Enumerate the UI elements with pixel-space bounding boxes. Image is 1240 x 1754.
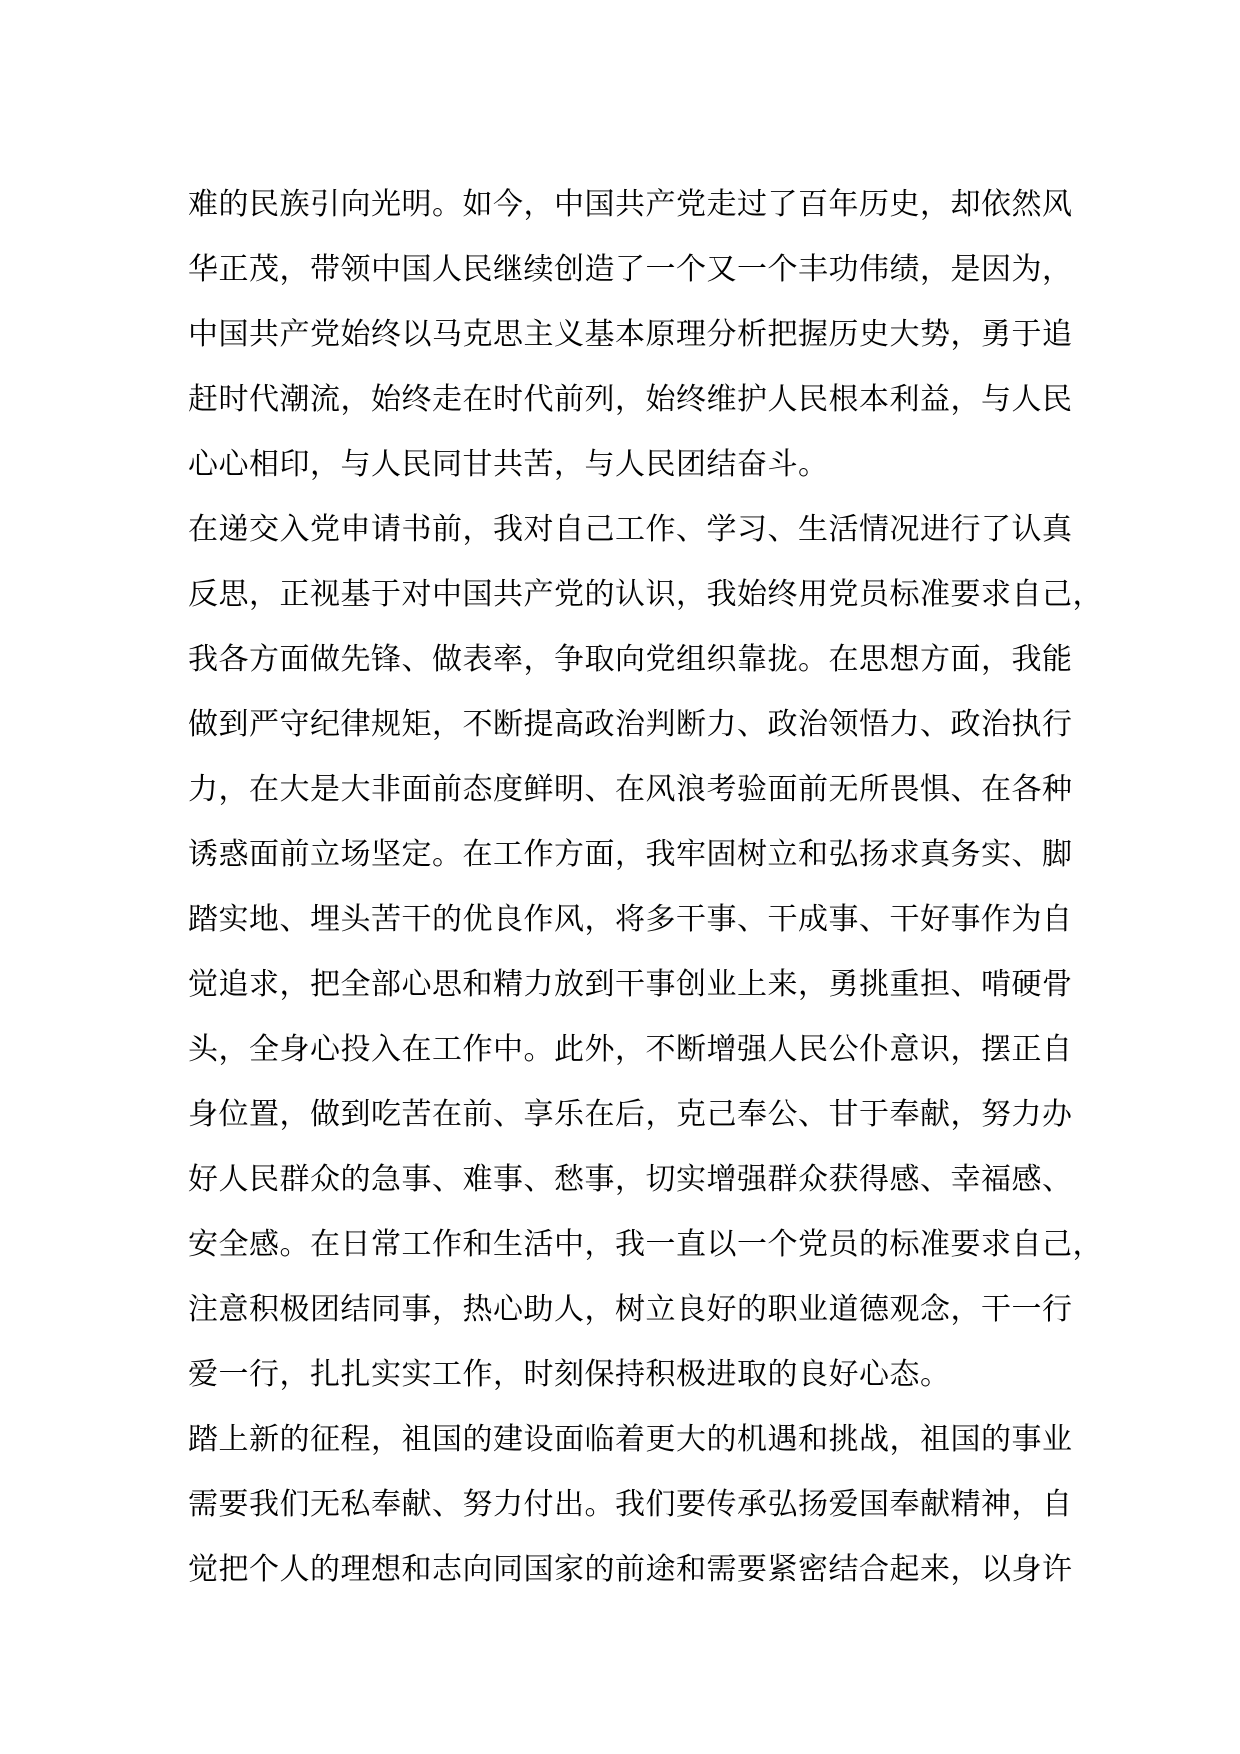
text-line: 好人民群众的急事、难事、愁事，切实增强群众获得感、幸福感、 <box>188 1162 1073 1197</box>
text-line: 注意积极团结同事，热心助人，树立良好的职业道德观念，干一行 <box>188 1292 1073 1327</box>
text-line: 身位置，做到吃苦在前、享乐在后，克己奉公、甘于奉献，努力办 <box>188 1097 1073 1132</box>
text-line: 爱一行，扎扎实实工作，时刻保持积极进取的良好心态。 <box>188 1357 951 1392</box>
text-line: 踏实地、埋头苦干的优良作风，将多干事、干成事、干好事作为自 <box>188 902 1073 937</box>
text-line: 头，全身心投入在工作中。此外，不断增强人民公仆意识，摆正自 <box>188 1032 1073 1067</box>
text-line: 在递交入党申请书前，我对自己工作、学习、生活情况进行了认真 <box>188 512 1073 547</box>
text-line: 难的民族引向光明。如今，中国共产党走过了百年历史，却依然风 <box>188 187 1073 222</box>
text-line: 踏上新的征程，祖国的建设面临着更大的机遇和挑战，祖国的事业 <box>188 1422 1073 1457</box>
paragraph-2 <box>188 497 1103 1407</box>
text-line: 赶时代潮流，始终走在时代前列，始终维护人民根本利益，与人民 <box>188 382 1073 417</box>
text-line: 觉追求，把全部心思和精力放到干事创业上来，勇挑重担、啃硬骨 <box>188 967 1073 1002</box>
paragraph-1 <box>188 172 1088 497</box>
paragraph-3 <box>188 1407 1088 1602</box>
text-line: 安全感。在日常工作和生活中，我一直以一个党员的标准要求自己， <box>188 1227 1103 1262</box>
text-line: 反思，正视基于对中国共产党的认识，我始终用党员标准要求自己， <box>188 577 1103 612</box>
text-line: 觉把个人的理想和志向同国家的前途和需要紧密结合起来，以身许 <box>188 1552 1073 1587</box>
text-line: 心心相印，与人民同甘共苦，与人民团结奋斗。 <box>188 447 829 482</box>
text-line: 我各方面做先锋、做表率，争取向党组织靠拢。在思想方面，我能 <box>188 642 1073 677</box>
text-line: 中国共产党始终以马克思主义基本原理分析把握历史大势，勇于追 <box>188 317 1073 352</box>
text-line: 做到严守纪律规矩，不断提高政治判断力、政治领悟力、政治执行 <box>188 707 1073 742</box>
document-body <box>188 172 1103 1602</box>
text-line: 华正茂，带领中国人民继续创造了一个又一个丰功伟绩，是因为， <box>188 252 1073 287</box>
text-line: 诱惑面前立场坚定。在工作方面，我牢固树立和弘扬求真务实、脚 <box>188 837 1073 872</box>
text-line: 需要我们无私奉献、努力付出。我们要传承弘扬爱国奉献精神，自 <box>188 1487 1073 1522</box>
text-line: 力，在大是大非面前态度鲜明、在风浪考验面前无所畏惧、在各种 <box>188 772 1073 807</box>
